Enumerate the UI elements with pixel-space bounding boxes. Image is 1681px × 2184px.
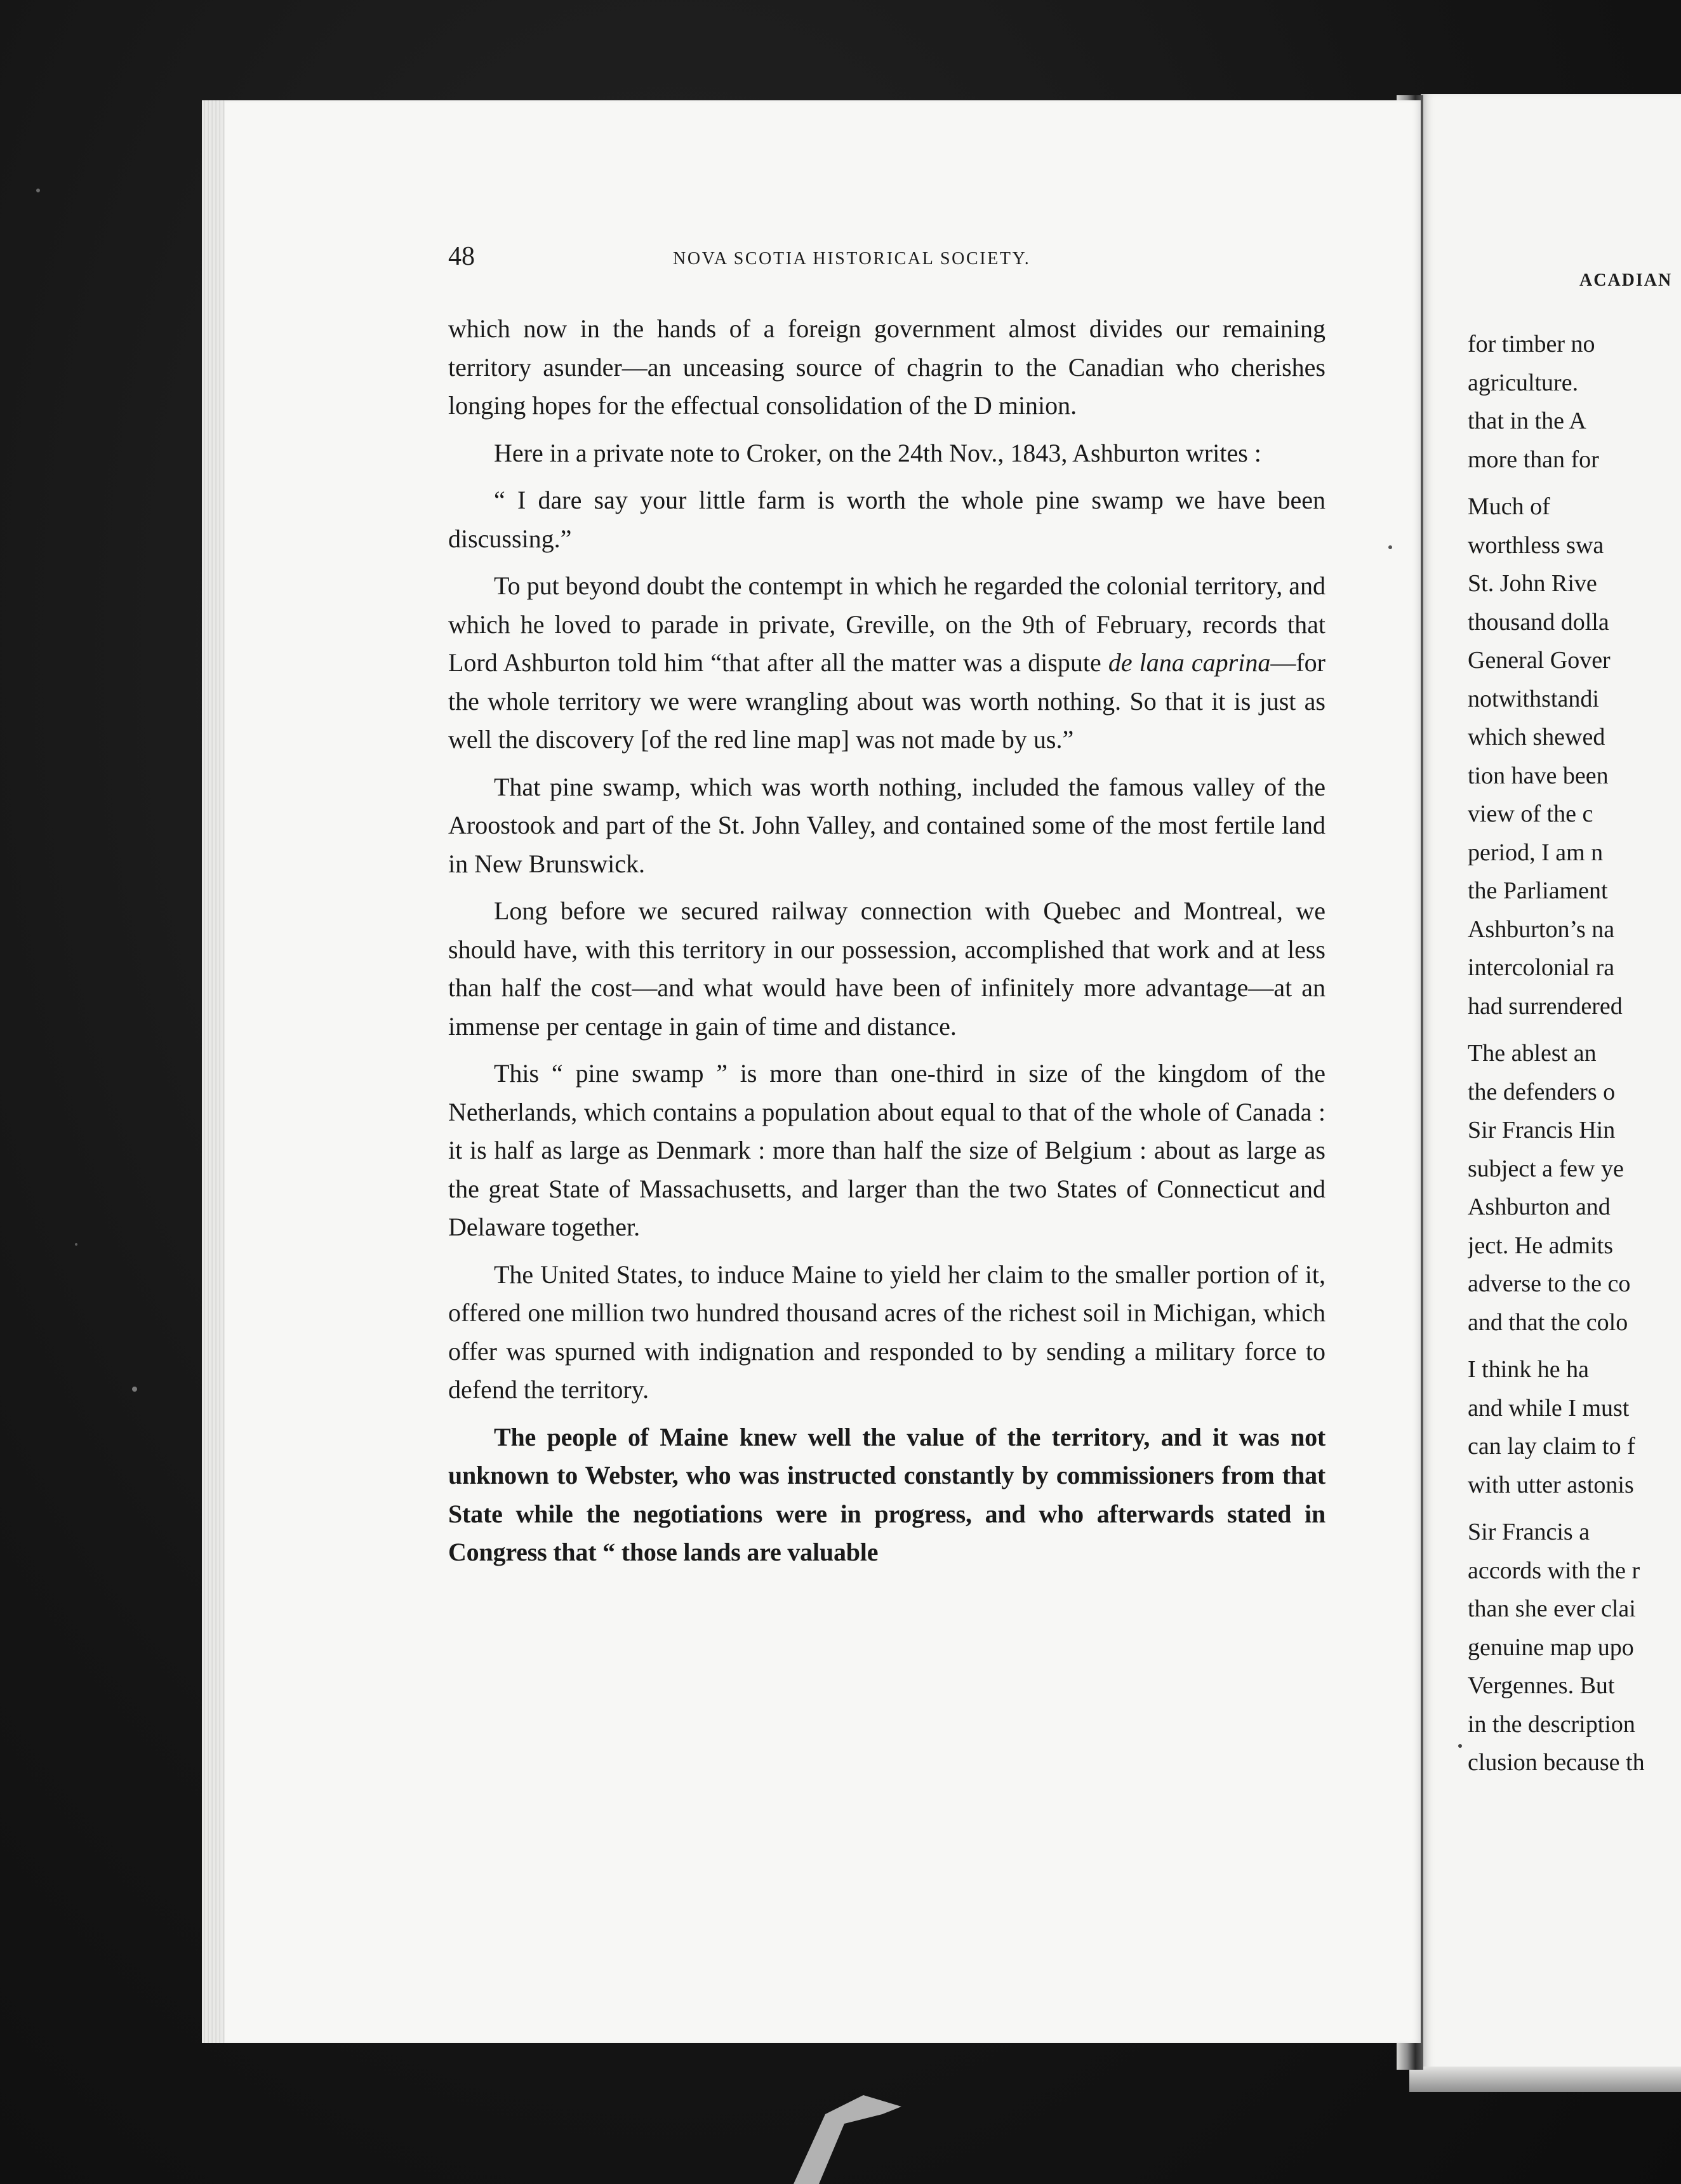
text-line: clusion because th [1468,1749,1645,1776]
text-line: accords with the r [1468,1557,1640,1584]
paragraph-gap [1468,1025,1681,1034]
text-line: genuine map upo [1468,1634,1634,1661]
running-title: NOVA SCOTIA HISTORICAL SOCIETY. [673,249,1031,269]
latin-phrase: de lana caprina [1108,648,1271,677]
text-line: Ashburton’s na [1468,916,1615,943]
text-line: that in the A [1468,408,1586,434]
text-line: St. John Rive [1468,570,1597,597]
text-line: I think he ha [1468,1356,1590,1383]
paragraph-gap [1468,1504,1681,1513]
paragraph-gap [1468,1342,1681,1350]
text-line: intercolonial ra [1468,954,1615,981]
text-line: and that the colo [1468,1308,1628,1336]
text-line: subject a few ye [1468,1155,1624,1182]
text-line: thousand dolla [1468,608,1609,636]
text-line: for timber no [1468,331,1595,357]
paragraph: The people of Maine knew well the value of the territory, and it was not unknown to Webster, who was instructed constantly by commissioners from that State while the negotiations were in progress, and who afterwards stated in Congress that “ those lands are valuable [448,1422,1326,1566]
text-line: worthless swa [1468,531,1604,559]
text-line: agriculture. [1468,369,1579,396]
paragraph-gap [1468,479,1681,488]
text-line: The ablest an [1468,1040,1597,1067]
paragraph: The United States, to induce Maine to yield her claim to the smaller portion of it, offered one million two hundred thousand acres of the richest soil in Michigan, which offer was spurned with indignation and responded to by sending a military force to defend the territory. [448,1260,1326,1404]
text-line: period, I am n [1468,839,1604,866]
left-page-edge [202,100,225,2043]
text-line: the defenders o [1468,1078,1616,1105]
text-line: which shewed [1468,724,1605,750]
text-line: adverse to the co [1468,1270,1631,1297]
paragraph: Here in a private note to Croker, on the 24th Nov., 1843, Ashburton writes : [494,438,1261,467]
text-line: in the description [1468,1710,1635,1738]
text-line: notwithstandi [1468,685,1599,712]
text-line: Much of [1468,493,1550,520]
text-line: Vergennes. But [1468,1672,1615,1699]
text-line: ject. He admits [1468,1232,1613,1259]
left-page-body [448,310,1326,1581]
right-running-title: ACADIAN [1579,270,1673,290]
text-line: can lay claim to f [1468,1433,1635,1460]
text-line: Sir Francis a [1468,1519,1590,1545]
paragraph: which now in the hands of a foreign government almost divides our remaining territory asunder—an unceasing source of chagrin to the Canadian who cherishes longing hopes for the effectual consolidation of the D minion. [448,314,1326,420]
text-line: tion have been [1468,762,1609,789]
paragraph: That pine swamp, which was worth nothing, included the famous valley of the Aroostook and part of the St. John Valley, and contained some of the most fertile land in New Brunswick. [448,772,1326,878]
text-line: the Parliament [1468,877,1608,904]
text-line: General Gover [1468,647,1611,674]
text-line: with utter astonis [1468,1471,1634,1498]
quotation: “ I dare say your little farm is worth the whole pine swamp we have been discussing.” [448,486,1326,553]
text-line: Sir Francis Hin [1468,1117,1616,1143]
text-line: than she ever clai [1468,1595,1636,1622]
paragraph: To put beyond doubt the contempt in which he regarded the colonial territory, and which he loved to parade in private, Greville, on the 9th of February, records that Lord Ashburton told him “that after all the matter was a dispute de lana caprina—for the whole territory we were wrangling about was worth nothing. So that it is just as well the discovery [of the red line map] was not made by us.” [448,571,1326,754]
text-line: had surrendered [1468,992,1623,1020]
text-line: and while I must [1468,1394,1630,1422]
page-number: 48 [448,242,475,271]
text-line: more than for [1468,446,1599,473]
paragraph: Long before we secured railway connection with Quebec and Montreal, we should have, with this territory in our possession, accomplished that work and at less than half the cost—and what would have been of infinitely more advantage—at an immense per centage in gain of time and distance. [448,896,1326,1041]
right-page-edge [1409,2067,1681,2092]
text-line: Ashburton and [1468,1194,1611,1220]
paragraph: This “ pine swamp ” is more than one-third in size of the kingdom of the Netherlands, which contains a population about equal to that of the whole of Canada : it is half as large as Denmark : more than half the size of Belgium : about as large as the great State of Massachusetts, and larger than the two States of Connecticut and Delaware together. [448,1059,1326,1241]
right-page-body [1468,325,1681,1782]
text-line: view of the c [1468,801,1593,827]
